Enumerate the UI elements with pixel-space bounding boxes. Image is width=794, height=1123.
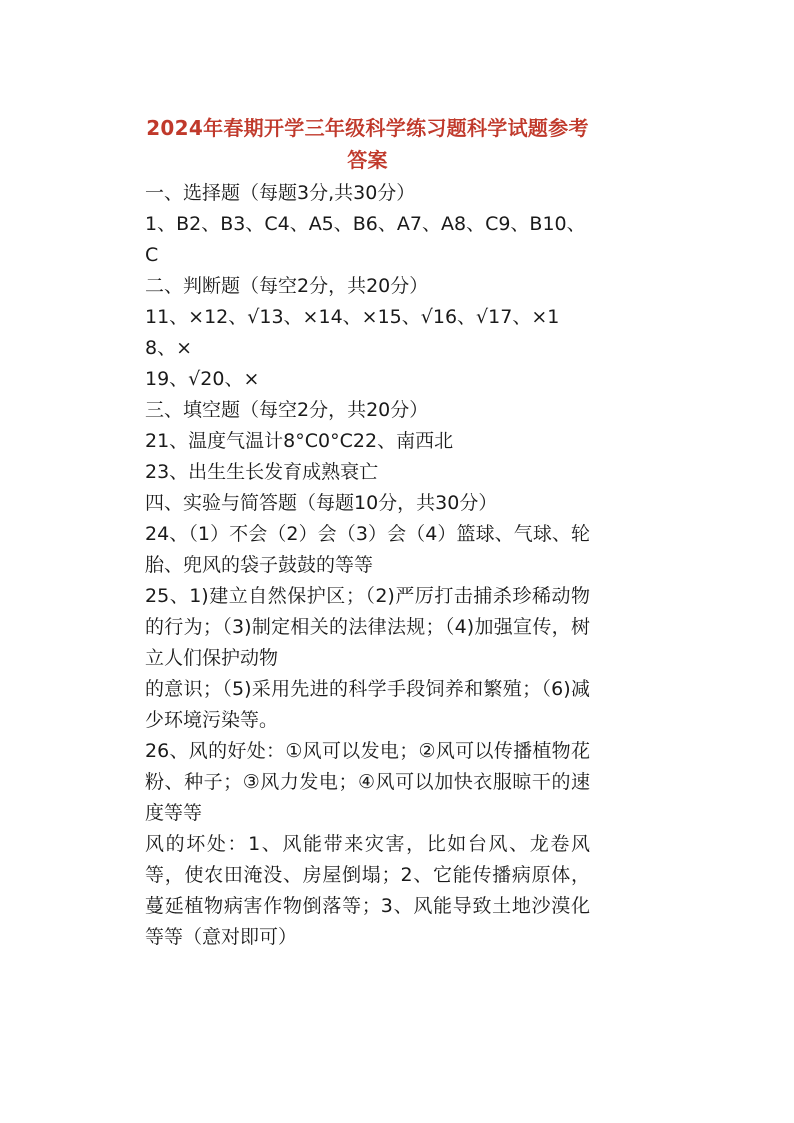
answer-24: 24、（1）不会（2）会（3）会（4）篮球、气球、轮胎、兜风的袋子鼓鼓的等等 [145, 523, 590, 576]
section-heading-choice: 一、选择题（每题3分,共30分） [145, 182, 416, 204]
section-heading-fill: 三、填空题（每空2分，共20分） [145, 399, 429, 421]
section-heading-experiment: 四、实验与简答题（每题10分，共30分） [145, 492, 498, 514]
answer-fill-21-22: 21、温度气温计8°C0°C22、南西北 [145, 430, 454, 452]
answer-26-benefits: 26、风的好处：①风可以发电；②风可以传播植物花粉、种子；③风力发电；④风可以加快衣服晾干的速度等等 [145, 740, 590, 824]
document-title: 2024年春期开学三年级科学练习题科学试题参考答案 [146, 116, 589, 172]
answer-choice: 1、B2、B3、C4、A5、B6、A7、A8、C9、B10、C [145, 213, 586, 266]
answer-judge-1: 11、×12、√13、×14、×15、√16、√17、×18、× [145, 306, 560, 359]
answer-25-continued: 的意识；（5)采用先进的科学手段饲养和繁殖；（6)减少环境污染等。 [145, 678, 590, 731]
answer-25: 25、1)建立自然保护区；（2)严厉打击捕杀珍稀动物的行为；（3)制定相关的法律法规；（4)加强宣传，树立人们保护动物 [145, 585, 590, 669]
answer-sheet [145, 112, 590, 953]
section-heading-judge: 二、判断题（每空2分，共20分） [145, 275, 429, 297]
answer-judge-2: 19、√20、× [145, 368, 260, 390]
answer-fill-23: 23、出生生长发育成熟衰亡 [145, 461, 379, 483]
answer-26-harms: 风的坏处：1、风能带来灾害，比如台风、龙卷风等，使农田淹没、房屋倒塌；2、它能传播病原体，蔓延植物病害作物倒落等；3、风能导致土地沙漠化等等（意对即可） [145, 833, 590, 948]
